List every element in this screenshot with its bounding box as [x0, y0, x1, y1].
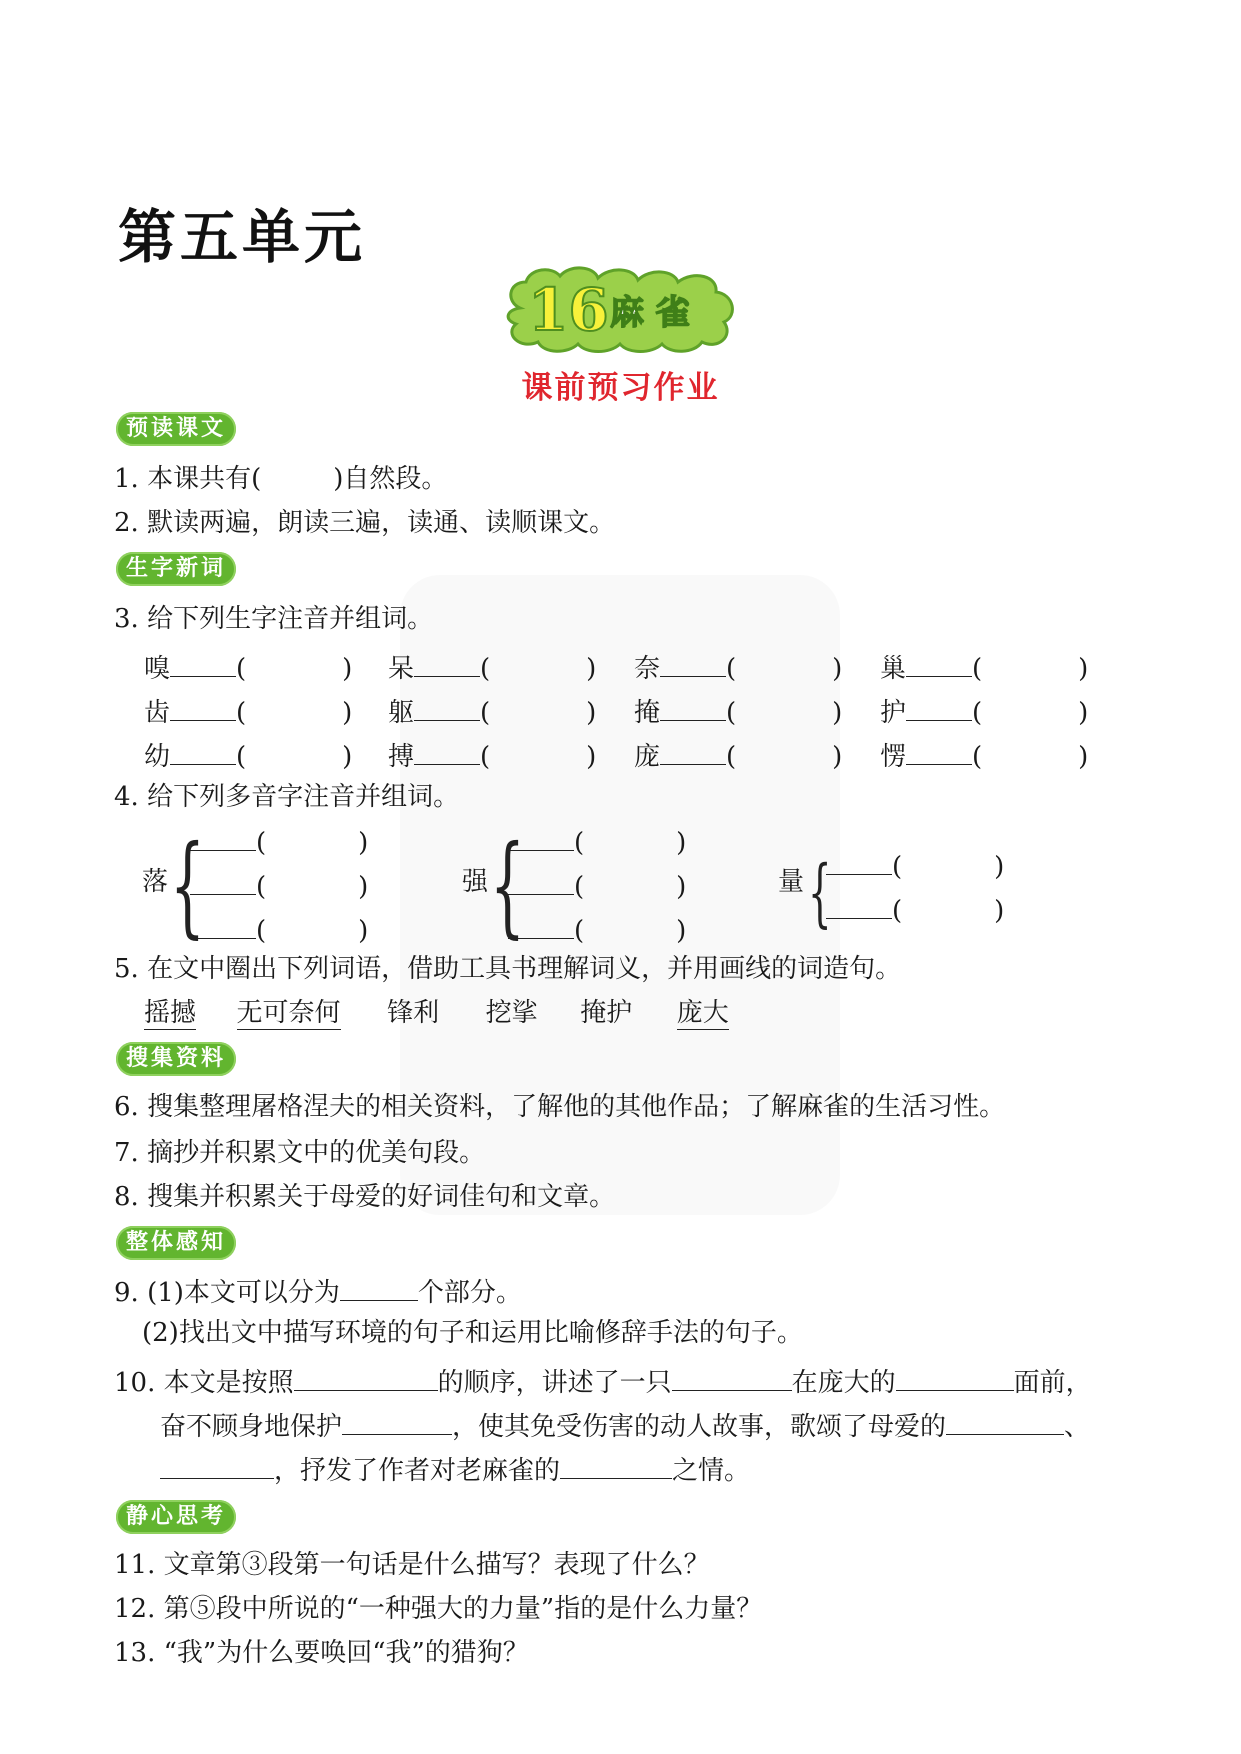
poly-row: ( ) — [190, 822, 368, 860]
section-label-overall: 整体感知 — [116, 1226, 236, 1260]
char: 奈 — [634, 654, 661, 684]
char-item: 齿 ( ) — [144, 692, 352, 730]
char-item: 巢 ( ) — [880, 648, 1088, 686]
poly-char-1: 落 — [142, 867, 169, 897]
poly-char-3: 量 — [778, 867, 805, 897]
question-6: 6. 搜集整理屠格涅夫的相关资料，了解他的其他作品；了解麻雀的生活习性。 — [114, 1092, 1006, 1122]
pinyin-blank[interactable] — [190, 822, 256, 851]
brace-1: { — [170, 821, 205, 949]
question-13: 13. “我”为什么要唤回“我”的猎狗？ — [114, 1638, 529, 1668]
word-underlined: 无可奈何 — [236, 998, 341, 1028]
char-item: 愣 ( ) — [880, 736, 1088, 774]
question-8: 8. 搜集并积累关于母爱的好词佳句和文章。 — [114, 1182, 616, 1212]
char-item: 嗅 ( ) — [144, 648, 352, 686]
word-underlined: 摇撼 — [144, 998, 197, 1028]
char-item: 幼 ( ) — [144, 736, 352, 774]
lesson-name: 麻 雀 — [610, 293, 690, 333]
question-3: 3. 给下列生字注音并组词。 — [114, 604, 434, 634]
char: 嗅 — [144, 654, 171, 684]
question-10-line-1: 10. 本文是按照 的顺序，讲述了一只 在庞大的 面前， — [114, 1362, 1092, 1400]
lesson-number: 16 — [528, 276, 609, 344]
pinyin-blank[interactable] — [660, 692, 726, 721]
pinyin-blank[interactable] — [508, 910, 574, 939]
pinyin-blank[interactable] — [190, 910, 256, 939]
char: 幼 — [144, 742, 171, 772]
pinyin-blank[interactable] — [660, 648, 726, 677]
question-7: 7. 摘抄并积累文中的优美句段。 — [114, 1138, 486, 1168]
section-label-new-words: 生字新词 — [116, 552, 236, 586]
brace-3: { — [808, 850, 832, 936]
section-label-preread: 预读课文 — [116, 412, 236, 446]
poly-row: ( ) — [826, 890, 1004, 928]
section-label-think: 静心思考 — [116, 1500, 236, 1534]
word: 锋利 — [387, 998, 440, 1028]
poly-row: ( ) — [190, 866, 368, 904]
pinyin-blank[interactable] — [508, 866, 574, 895]
question-9-1: 9. (1)本文可以分为 个部分。 — [114, 1272, 522, 1310]
char: 齿 — [144, 698, 171, 728]
word-underlined: 庞大 — [676, 998, 729, 1028]
question-12: 12. 第⑤段中所说的“一种强大的力量”指的是什么力量？ — [114, 1594, 763, 1624]
char: 巢 — [880, 654, 907, 684]
poly-row: ( ) — [508, 866, 686, 904]
word: 掩护 — [580, 998, 633, 1028]
question-5: 5. 在文中圈出下列词语，借助工具书理解词义，并用画线的词造句。 — [114, 954, 902, 984]
unit-title: 第五单元 — [118, 203, 367, 271]
pinyin-blank[interactable] — [660, 736, 726, 765]
lesson-badge — [498, 262, 748, 354]
pinyin-blank[interactable] — [906, 736, 972, 765]
char: 搏 — [388, 742, 415, 772]
word-list — [144, 996, 729, 1030]
poly-row: ( ) — [826, 846, 1004, 884]
question-11: 11. 文章第③段第一句话是什么描写？表现了什么？ — [114, 1550, 710, 1580]
pinyin-blank[interactable] — [906, 692, 972, 721]
char-item: 庞 ( ) — [634, 736, 842, 774]
char: 愣 — [880, 742, 907, 772]
pinyin-blank[interactable] — [414, 736, 480, 765]
pinyin-blank[interactable] — [414, 692, 480, 721]
question-10-line-2: 奋不顾身地保护 ，使其免受伤害的动人故事，歌颂了母爱的 、 — [160, 1406, 1090, 1444]
question-10-line-3: ，抒发了作者对老麻雀的 之情。 — [160, 1450, 750, 1488]
char: 躯 — [388, 698, 415, 728]
section-label-collect: 搜集资料 — [116, 1042, 236, 1076]
brace-2: { — [490, 821, 525, 949]
pinyin-blank[interactable] — [906, 648, 972, 677]
pinyin-blank[interactable] — [170, 736, 236, 765]
question-9-2: (2)找出文中描写环境的句子和运用比喻修辞手法的句子。 — [142, 1318, 803, 1348]
pinyin-blank[interactable] — [414, 648, 480, 677]
word: 挖挲 — [485, 998, 538, 1028]
pinyin-blank[interactable] — [190, 866, 256, 895]
question-1: 1. 本课共有( )自然段。 — [114, 464, 448, 494]
char-item: 掩 ( ) — [634, 692, 842, 730]
char: 庞 — [634, 742, 661, 772]
char: 掩 — [634, 698, 661, 728]
char-item: 呆 ( ) — [388, 648, 596, 686]
prep-title: 课前预习作业 — [521, 370, 720, 406]
char-item: 躯 ( ) — [388, 692, 596, 730]
pinyin-blank[interactable] — [508, 822, 574, 851]
question-2: 2. 默读两遍，朗读三遍，读通、读顺课文。 — [114, 508, 616, 538]
char-item: 奈 ( ) — [634, 648, 842, 686]
char: 护 — [880, 698, 907, 728]
pinyin-blank[interactable] — [170, 692, 236, 721]
poly-char-2: 强 — [462, 867, 489, 897]
char-item: 护 ( ) — [880, 692, 1088, 730]
pinyin-blank[interactable] — [826, 846, 892, 875]
poly-row: ( ) — [508, 822, 686, 860]
char: 呆 — [388, 654, 415, 684]
poly-row: ( ) — [508, 910, 686, 948]
poly-row: ( ) — [190, 910, 368, 948]
char-item: 搏 ( ) — [388, 736, 596, 774]
question-4: 4. 给下列多音字注音并组词。 — [114, 782, 460, 812]
pinyin-blank[interactable] — [170, 648, 236, 677]
pinyin-blank[interactable] — [826, 890, 892, 919]
